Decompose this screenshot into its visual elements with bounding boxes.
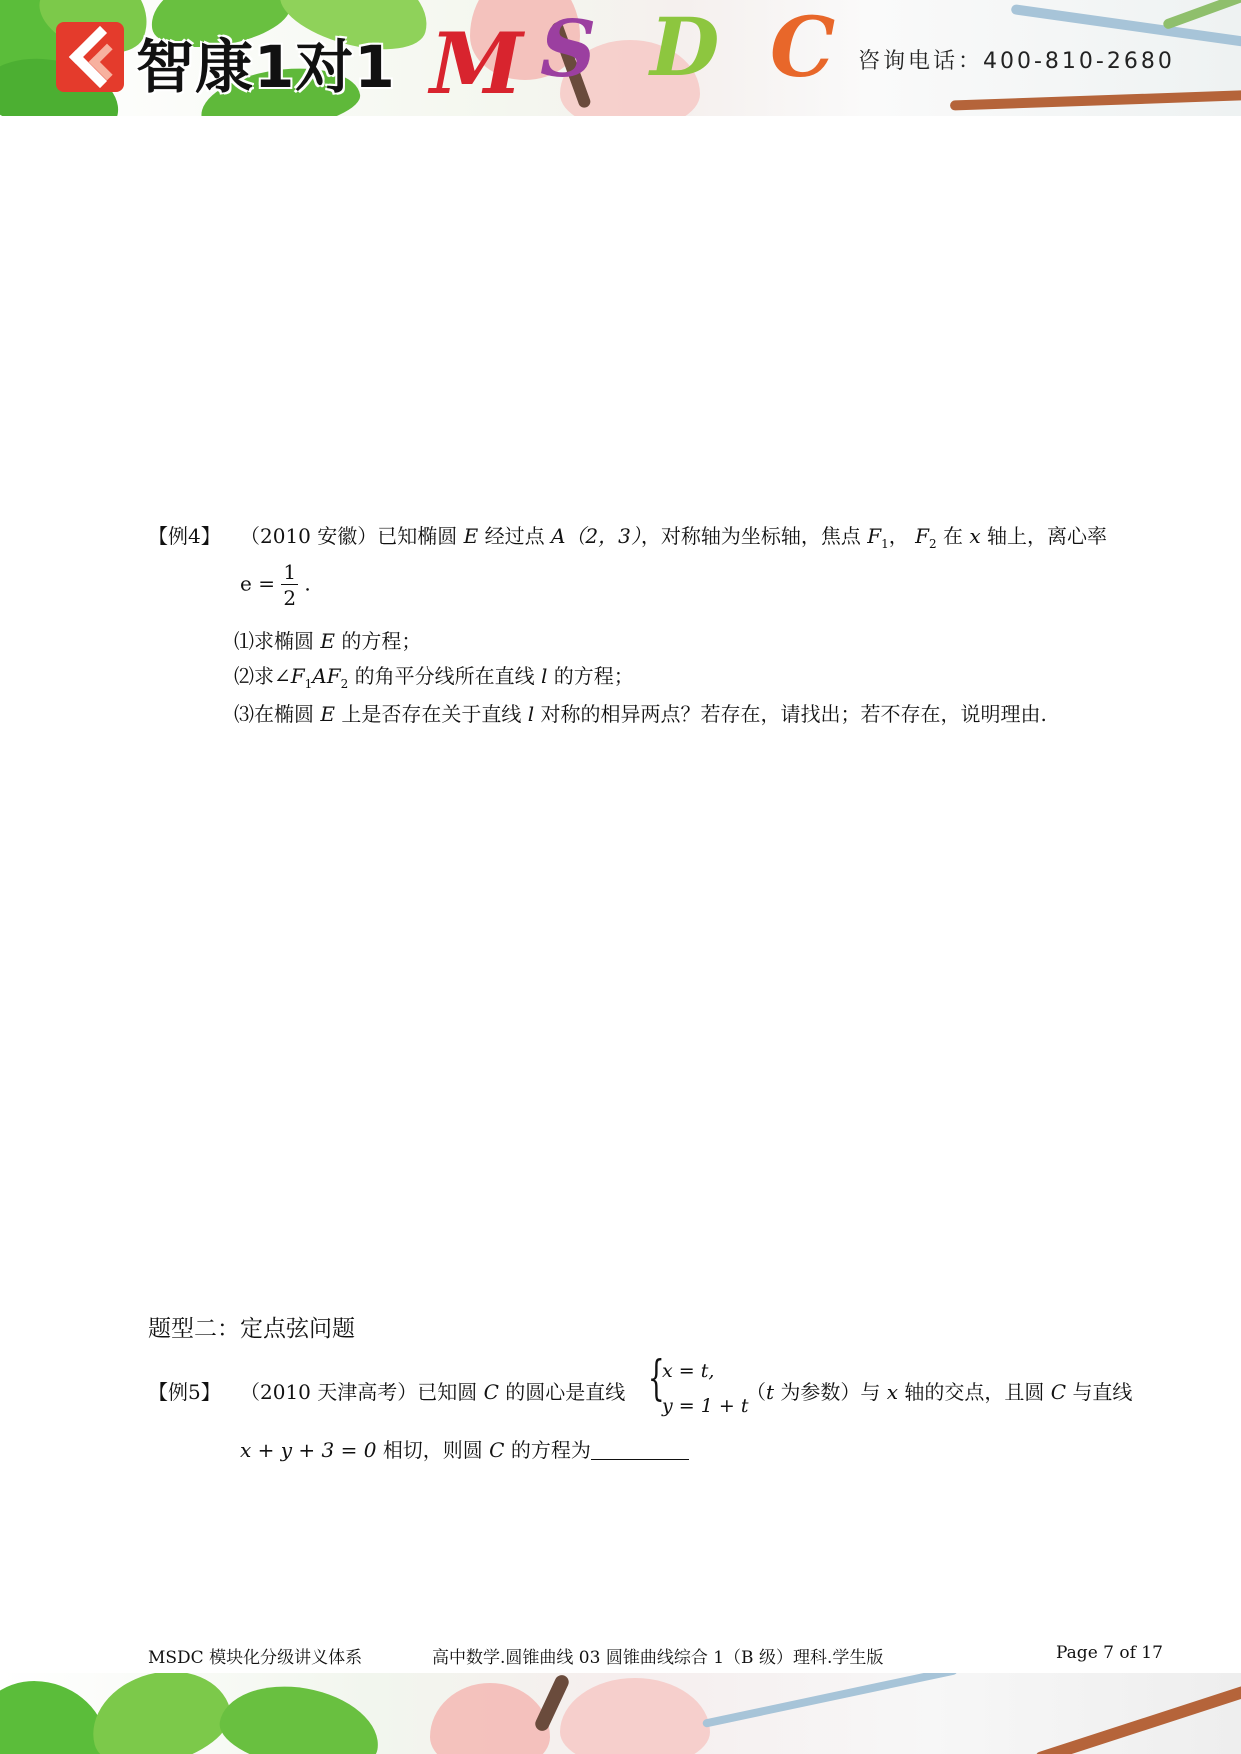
example-5-line-1: （2010 天津高考）已知圆 C 的圆心是直线 xyxy=(240,1380,626,1404)
page-number: Page 7 of 17 xyxy=(1056,1643,1163,1663)
hotline-text: 咨询电话：400-810-2680 xyxy=(858,49,1175,74)
example-5-line-2: x + y + 3 = 0 相切，则圆 C 的方程为 xyxy=(240,1434,689,1463)
question-3: ⑶在椭圆 E 上是否存在关于直线 l 对称的相异两点？若存在，请找出；若不存在，说明理由. xyxy=(234,702,1047,726)
pencil-decoration xyxy=(702,1673,958,1728)
leaf-decoration xyxy=(214,1675,385,1754)
butterfly-wing xyxy=(430,1683,550,1754)
pencil-decoration xyxy=(1162,0,1241,30)
footer-banner xyxy=(0,1673,1241,1754)
butterfly-wing xyxy=(560,1678,710,1754)
brand-name: 智康1对1 xyxy=(136,33,396,101)
eccentricity-formula: e = $\frac{1}{2}$ . xyxy=(240,560,311,610)
footer-series: MSDC 模块化分级讲义体系 xyxy=(148,1648,363,1668)
header-banner xyxy=(0,0,1241,116)
section-title: 题型二：定点弦问题 xyxy=(148,1316,355,1342)
brand-logo-icon xyxy=(56,22,124,92)
msdc-letter-s: S xyxy=(540,4,597,95)
msdc-letter-d: D xyxy=(650,0,720,94)
leaf-decoration xyxy=(81,1673,240,1754)
pencil-decoration xyxy=(950,89,1241,110)
footer-course: 高中数学.圆锥曲线 03 圆锥曲线综合 1（B 级）理科.学生版 xyxy=(432,1648,884,1668)
example-label: 【例4】 xyxy=(148,524,221,548)
msdc-letter-c: C xyxy=(770,0,836,96)
question-1: ⑴求椭圆 E 的方程； xyxy=(234,629,422,653)
example-4-line-1: （2010 安徽）已知椭圆 E 经过点 A（2，3），对称轴为坐标轴，焦点 $F_1$， $F_2$ 在 x 轴上，离心率 xyxy=(240,524,1107,551)
system-row-1: x = t, xyxy=(662,1360,715,1382)
system-brace: { xyxy=(647,1350,665,1406)
example-5-line-1-cont: （t 为参数）与 x 轴的交点，且圆 C 与直线 xyxy=(746,1380,1133,1404)
question-2: ⑵求$\angle F_1AF_2$ 的角平分线所在直线 l 的方程； xyxy=(234,664,634,691)
system-row-2: y = 1 + t xyxy=(662,1395,749,1417)
example-label: 【例5】 xyxy=(148,1380,221,1404)
answer-blank[interactable] xyxy=(591,1439,689,1460)
pencil-decoration xyxy=(1035,1673,1241,1754)
msdc-letter-m: M xyxy=(430,14,523,113)
